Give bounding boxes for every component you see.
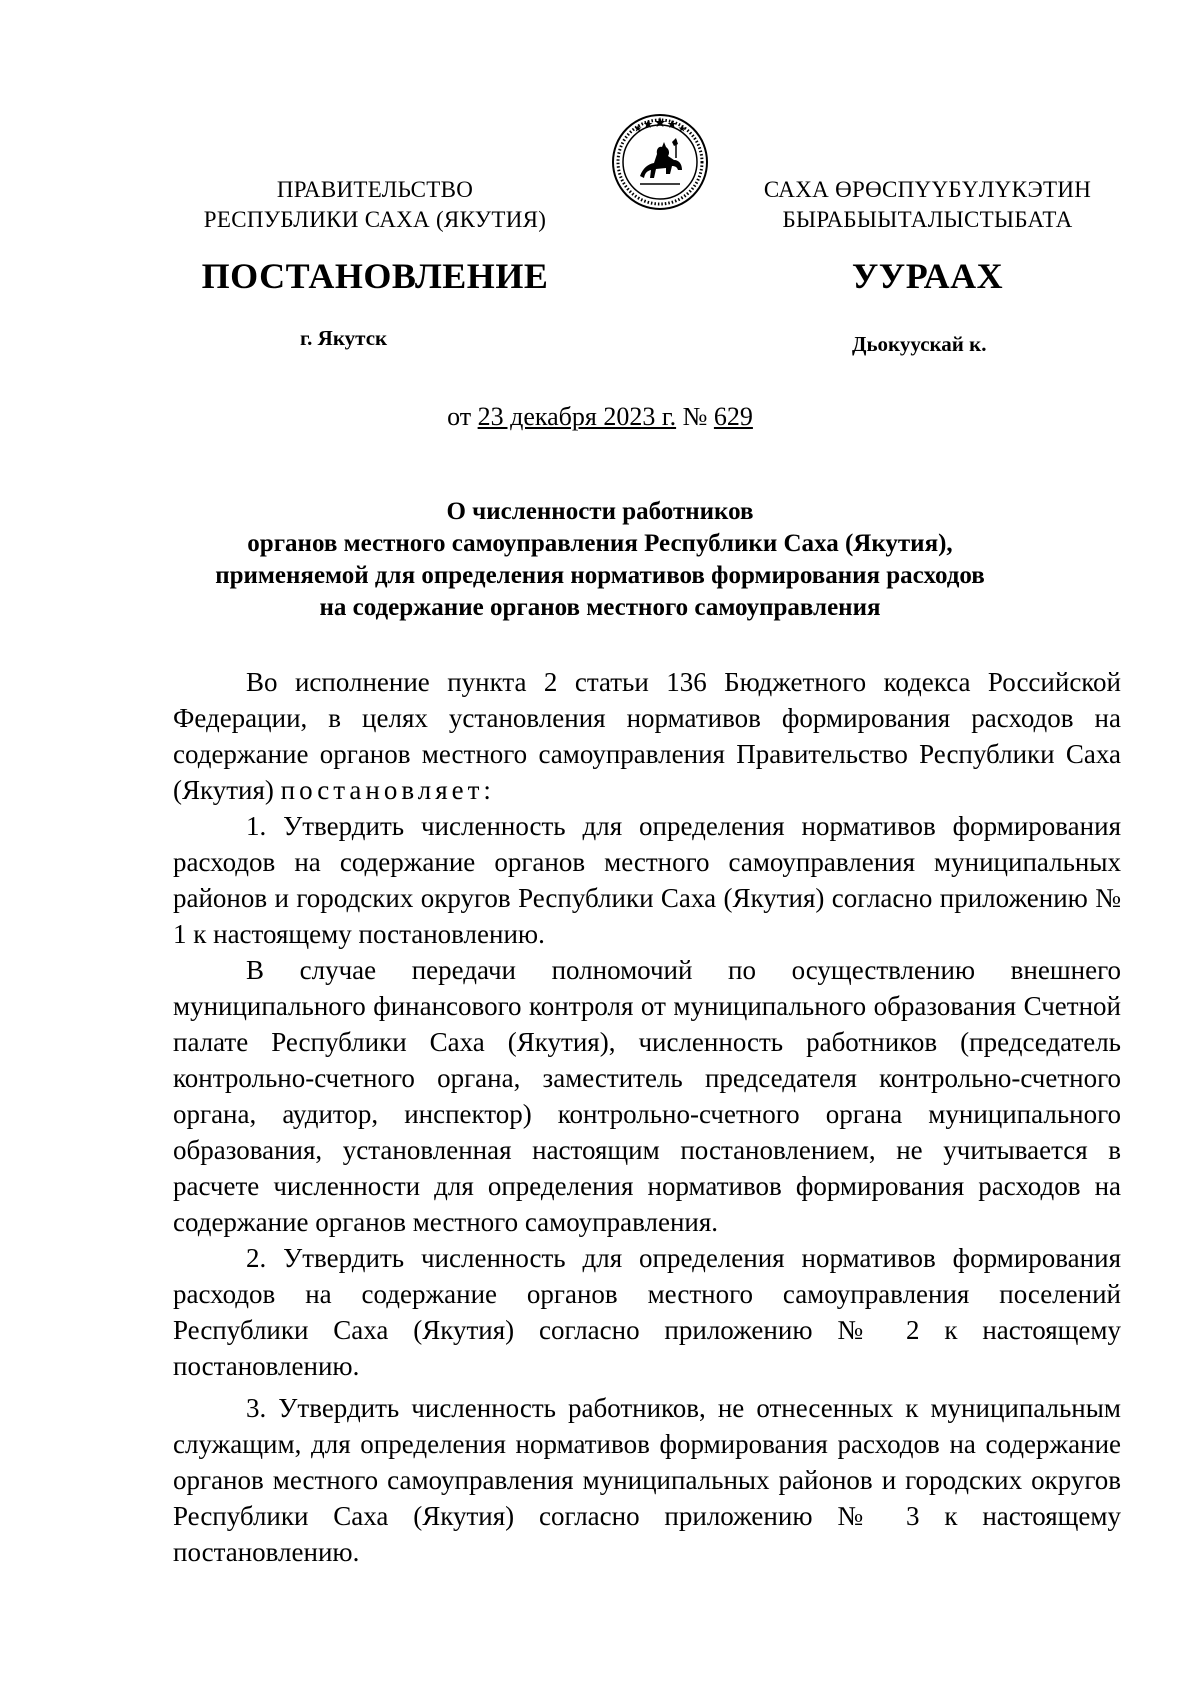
preamble-decree-word: постановляет: bbox=[280, 775, 495, 805]
government-name-sakha-line1: САХА ӨРӨСПҮҮБҮЛҮКЭТИН bbox=[763, 177, 1092, 202]
preamble-text: Во исполнение пункта 2 статьи 136 Бюджетного кодекса Российской Федерации, в целях установления нормативов формирования расходов на содержание органов местного самоуправления Правительство Республики Саха (Якутия) bbox=[173, 667, 1121, 805]
body-paragraph-item-3: 3. Утвердить численность работников, не отнесенных к муниципальным служащим, для определения нормативов формирования расходов на содержание органов местного самоуправления муниципальных районов и городских округов Республики Саха (Якутия) согласно приложению № 3 к настоящему постановлению. bbox=[173, 1393, 1121, 1567]
document-date-line bbox=[0, 402, 1200, 432]
government-name-sakha-line2: БЫРАБЫЫТАЛЫСТЫБАТА bbox=[782, 207, 1073, 232]
heading-line: О численности работников bbox=[446, 498, 754, 525]
government-name-ru bbox=[170, 175, 580, 235]
heading-line: на содержание органов местного самоуправления bbox=[319, 594, 881, 621]
heading-line: применяемой для определения нормативов формирования расходов bbox=[215, 562, 985, 589]
government-name-sakha bbox=[745, 175, 1110, 235]
body-paragraph-item-1-note: В случае передачи полномочий по осуществлению внешнего муниципального финансового контроля от муниципального образования Счетной палате Республики Саха (Якутия), численность работников (председатель контрольно-счетного органа, заместитель председателя контрольно-счетного органа, аудитор, инспектор) контрольно-счетного органа муниципального образования, установленная настоящим постановлением, не учитывается в расчете численности для определения нормативов формирования расходов на содержание органов местного самоуправления. bbox=[173, 955, 1121, 1237]
government-name-ru-line1: ПРАВИТЕЛЬСТВО bbox=[276, 177, 474, 202]
body-paragraph-item-1: 1. Утвердить численность для определения нормативов формирования расходов на содержание органов местного самоуправления муниципальных районов и городских округов Республики Саха (Якутия) согласно приложению № 1 к настоящему постановлению. bbox=[173, 811, 1121, 949]
document-date: 23 декабря 2023 г. bbox=[477, 402, 677, 431]
city-sakha: Дьокуускай к. bbox=[852, 332, 987, 356]
document-type-sakha: УУРААХ bbox=[851, 256, 1004, 296]
date-prefix: от bbox=[447, 402, 472, 431]
number-sign: № bbox=[682, 402, 708, 431]
body-paragraph-preamble bbox=[173, 664, 1121, 808]
document-heading bbox=[150, 496, 1050, 624]
heading-line: органов местного самоуправления Республики Саха (Якутия), bbox=[247, 530, 953, 557]
document-type-ru: ПОСТАНОВЛЕНИЕ bbox=[201, 256, 549, 296]
government-name-ru-line2: РЕСПУБЛИКИ САХА (ЯКУТИЯ) bbox=[203, 207, 547, 232]
coat-of-arms-emblem-icon bbox=[610, 112, 710, 212]
document-body bbox=[173, 664, 1121, 1570]
body-paragraph-item-2: 2. Утвердить численность для определения нормативов формирования расходов на содержание органов местного самоуправления поселений Республики Саха (Якутия) согласно приложению № 2 к настоящему постановлению. bbox=[173, 1243, 1121, 1381]
city-ru: г. Якутск bbox=[300, 326, 388, 350]
document-number: 629 bbox=[713, 402, 753, 431]
